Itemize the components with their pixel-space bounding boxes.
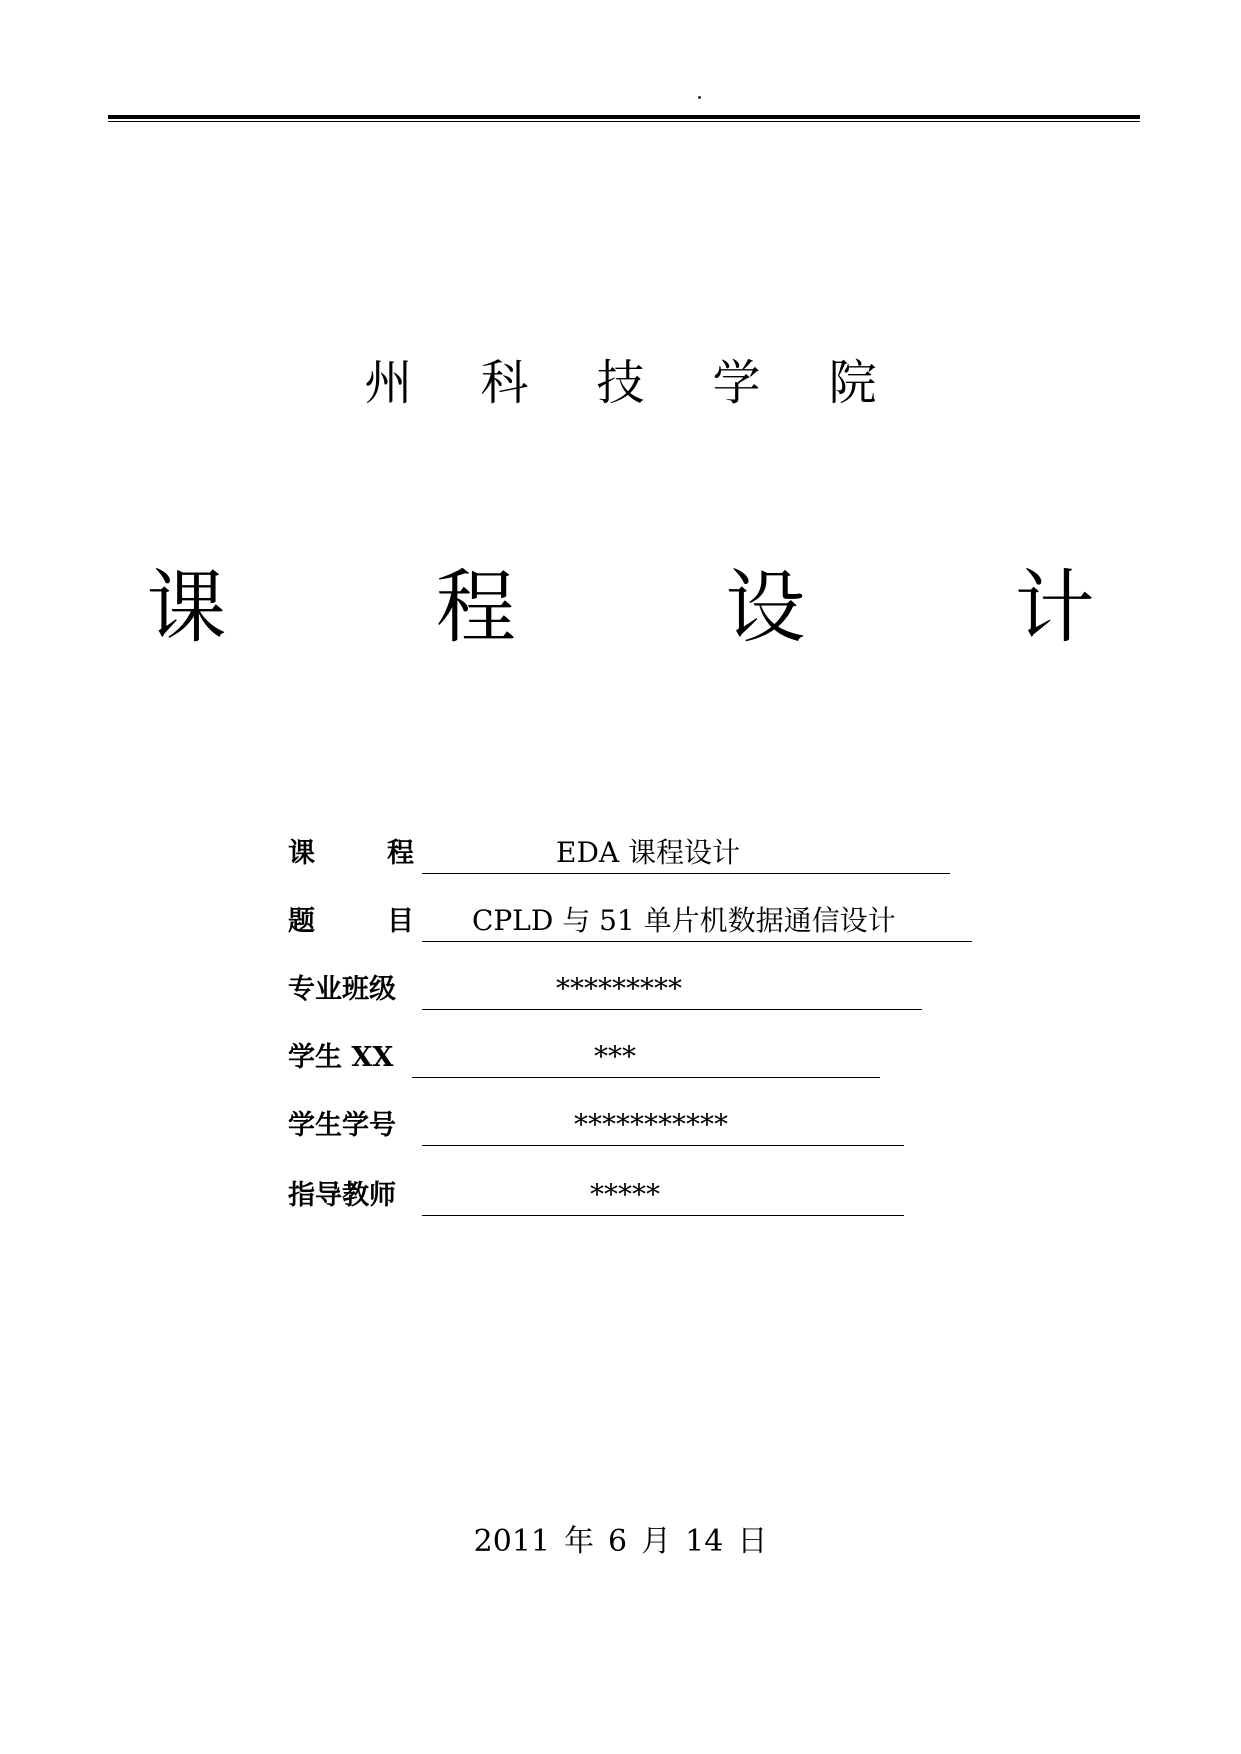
date-year: 2011 (473, 1524, 551, 1559)
advisor-label: 指导教师 (288, 1180, 396, 1211)
date-day: 14 (685, 1524, 724, 1559)
course-label: 课 程 (288, 838, 414, 869)
student-id-value: *********** (574, 1108, 728, 1141)
student-name-label: 学生 XX (288, 1042, 394, 1073)
topic-row (288, 898, 972, 942)
course-value: EDA 课程设计 (556, 836, 741, 869)
student-id-field (422, 1105, 904, 1146)
student-name-field (412, 1037, 880, 1078)
header-rule-thin (108, 121, 1140, 122)
advisor-row (288, 1172, 904, 1216)
major-class-value: ********* (556, 972, 682, 1005)
student-name-row (288, 1034, 880, 1078)
advisor-value: ***** (590, 1178, 660, 1211)
topic-label: 题 目 (288, 906, 414, 937)
institution-name: 州 科 技 学 院 (364, 355, 904, 411)
date-month: 6 (608, 1524, 628, 1559)
document-title: 课 程 设 计 (146, 561, 1187, 654)
student-id-row (288, 1102, 904, 1146)
date-month-unit: 月 (641, 1524, 672, 1559)
date-year-unit: 年 (564, 1524, 595, 1559)
advisor-field (422, 1175, 904, 1216)
header-dot (698, 96, 701, 99)
course-row (288, 830, 950, 874)
major-class-field (422, 969, 922, 1010)
student-id-label: 学生学号 (288, 1110, 396, 1141)
header-rule-thick (108, 115, 1140, 119)
topic-value: CPLD 与 51 单片机数据通信设计 (472, 904, 896, 937)
student-name-value: *** (594, 1040, 636, 1073)
topic-field (422, 901, 972, 942)
date-line (0, 1520, 1241, 1564)
major-class-label: 专业班级 (288, 974, 396, 1005)
course-field (422, 833, 950, 874)
date-day-unit: 日 (737, 1524, 768, 1559)
major-class-row (288, 966, 922, 1010)
